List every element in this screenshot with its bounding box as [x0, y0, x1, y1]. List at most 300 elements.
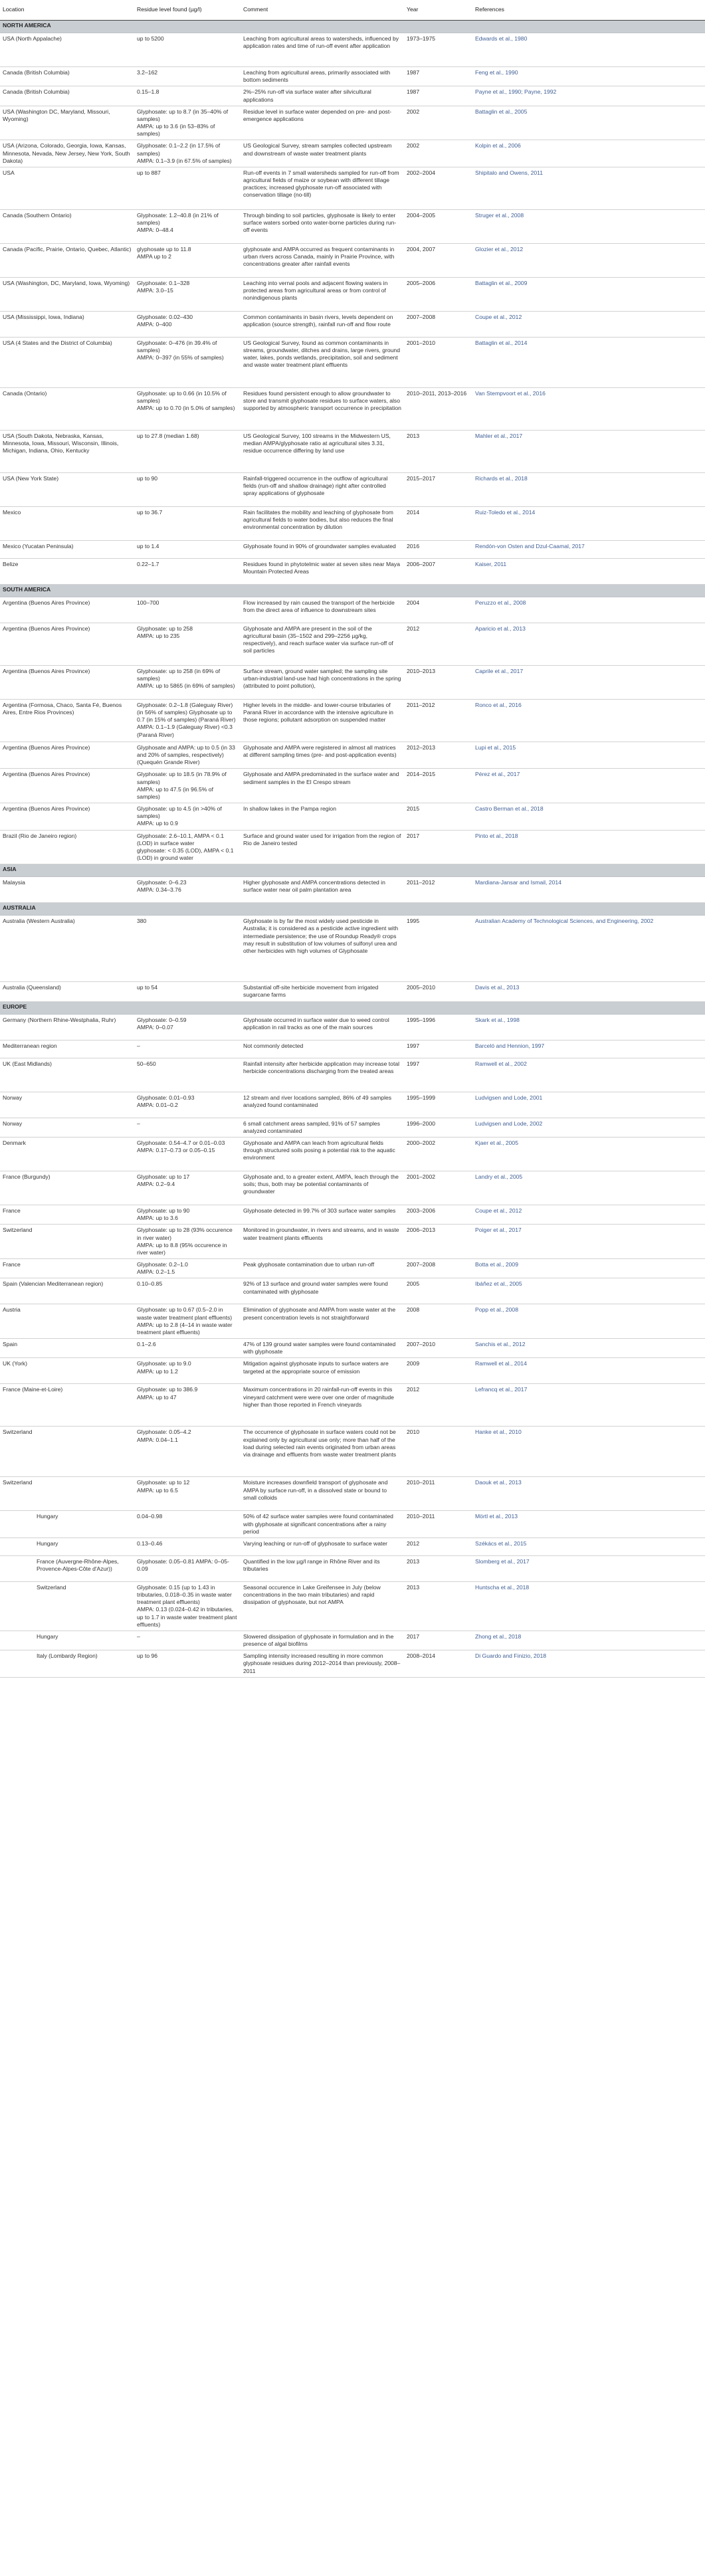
year-cell: 1995–1999 [404, 1092, 472, 1118]
reference-cell[interactable]: Ramwell et al., 2014 [472, 1358, 705, 1384]
comment-cell: Common contaminants in basin rivers, levels dependent on application (source strength), rainfall run-off and flow route [241, 311, 404, 337]
year-cell: 1995–1996 [404, 1014, 472, 1040]
location-cell: France (Burgundy) [0, 1171, 134, 1205]
residue-line: Glyphosate: up to 386.9 [137, 1386, 198, 1393]
location-cell: Malaysia [0, 877, 134, 903]
comment-cell: Leaching from agricultural areas, primarily associated with bottom sediments [241, 67, 404, 86]
comment-cell: Glyphosate and AMPA can leach from agricultural fields through structured soils posing a potential risk to the aquatic environment [241, 1137, 404, 1171]
reference-cell[interactable]: Peruzzo et al., 2008 [472, 597, 705, 623]
table-row [0, 769, 705, 803]
comment-cell: Rainfall intensity after herbicide application may increase total herbicide concentrations discharging from the treated areas [241, 1058, 404, 1092]
table-row [0, 472, 705, 506]
year-cell: 2017 [404, 830, 472, 864]
table-row [0, 1058, 705, 1092]
reference-cell[interactable]: Ludvigsen and Lode, 2001 [472, 1092, 705, 1118]
year-cell: 2006–2013 [404, 1225, 472, 1259]
reference-cell[interactable]: Coupe et al., 2012 [472, 311, 705, 337]
residue-line: Glyphosate: up to 90 [137, 1207, 190, 1214]
year-cell: 1996–2000 [404, 1118, 472, 1137]
residue-cell [134, 623, 241, 665]
location-cell: Hungary [0, 1631, 134, 1650]
location-cell: Belize [0, 558, 134, 584]
residue-cell: 0.1–2.6 [134, 1339, 241, 1358]
reference-cell[interactable]: Poiger et al., 2017 [472, 1225, 705, 1259]
reference-cell[interactable]: Székács et al., 2015 [472, 1537, 705, 1555]
comment-cell: Higher levels in the middle- and lower-course tributaries of Paraná River in accordance with the intensive agriculture in those regions; pollutant adsorption on suspended matter [241, 699, 404, 742]
location-cell: Norway [0, 1092, 134, 1118]
location-cell: USA [0, 167, 134, 209]
residue-cell: up to 887 [134, 167, 241, 209]
reference-cell[interactable]: Battaglin et al., 2005 [472, 106, 705, 140]
location-cell: Canada (Southern Ontario) [0, 209, 134, 243]
table-row [0, 1171, 705, 1205]
residue-line: AMPA: up to 3.6 [137, 1215, 178, 1222]
residue-line: Glyphosate: up to 258 [137, 625, 193, 632]
residue-line: AMPA: up to 6.5 [137, 1486, 178, 1494]
year-cell: 2002 [404, 106, 472, 140]
year-cell: 2005–2010 [404, 982, 472, 1001]
table-row [0, 540, 705, 558]
location-cell: France [0, 1259, 134, 1278]
residue-line: glyphosate up to 11.8 [137, 245, 191, 252]
residue-line: Glyphosate: up to 17 [137, 1173, 190, 1180]
reference-cell[interactable]: Zhong et al., 2018 [472, 1631, 705, 1650]
residue-cell: 3.2–162 [134, 67, 241, 86]
reference-cell[interactable]: Mardiana-Jansar and Ismail, 2014 [472, 877, 705, 903]
location-cell: Switzerland [0, 1581, 134, 1631]
table-row [0, 1259, 705, 1278]
header-location: Location [0, 0, 134, 21]
residue-cell [134, 769, 241, 803]
location-cell: USA (Washington DC, Maryland, Missouri, Wyoming) [0, 106, 134, 140]
year-cell: 2004, 2007 [404, 243, 472, 277]
comment-cell: Monitored in groundwater, in rivers and streams, and in waste water treatment plants effluents [241, 1225, 404, 1259]
residue-cell [134, 1427, 241, 1477]
comment-cell: Glyphosate and, to a greater extent, AMPA, leach through the soils; thus, both may be potential contaminants of groundwater [241, 1171, 404, 1205]
year-cell: 2008 [404, 1304, 472, 1339]
table-row [0, 1014, 705, 1040]
residue-cell: up to 36.7 [134, 506, 241, 540]
reference-cell[interactable]: Coupe et al., 2012 [472, 1205, 705, 1224]
table-row [0, 1040, 705, 1058]
residue-line: AMPA: 3.0–15 [137, 287, 173, 294]
location-cell: Brazil (Rio de Janeiro region) [0, 830, 134, 864]
residue-cell: up to 27.8 (median 1.68) [134, 430, 241, 472]
reference-cell[interactable]: Van Stempvoort et al., 2016 [472, 387, 705, 430]
year-cell: 2013 [404, 1581, 472, 1631]
reference-cell[interactable]: Davis et al., 2013 [472, 982, 705, 1001]
residue-cell [134, 1581, 241, 1631]
residue-cell [134, 1092, 241, 1118]
comment-cell: Residue level in surface water depended on pre- and post-emergence applications [241, 106, 404, 140]
reference-cell[interactable]: Pérez et al., 2017 [472, 769, 705, 803]
location-cell: USA (Mississippi, Iowa, Indiana) [0, 311, 134, 337]
comment-cell: 6 small catchment areas sampled, 91% of 57 samples analyzed contaminated [241, 1118, 404, 1137]
residue-cell: up to 1.4 [134, 540, 241, 558]
reference-cell[interactable]: Caprile et al., 2017 [472, 665, 705, 699]
table-row [0, 1137, 705, 1171]
year-cell: 2010–2011 [404, 1511, 472, 1538]
residue-line: AMPA: up to 0.70 (in 5.0% of samples) [137, 405, 235, 412]
year-cell: 2002 [404, 140, 472, 167]
residue-cell [134, 277, 241, 311]
comment-cell: Glyphosate occurred in surface water due to weed control application in rail tracks as one of the main sources [241, 1014, 404, 1040]
residue-cell [134, 877, 241, 903]
reference-cell[interactable]: Feng et al., 1990 [472, 67, 705, 86]
residue-line: AMPA: up to 235 [137, 633, 180, 640]
year-cell: 2015 [404, 803, 472, 831]
comment-cell: Residues found in phytotelmic water at seven sites near Maya Mountain Protected Areas [241, 558, 404, 584]
reference-cell[interactable]: Kaiser, 2011 [472, 558, 705, 584]
residue-line: Glyphosate: 0.15 (up to 1.43 in tributaries, 0.018–0.35 in waste water treatment plant effluents) [137, 1583, 232, 1606]
location-cell: France (Auvergne-Rhône-Alpes, Provence-Alpes-Côte d'Azur)) [0, 1555, 134, 1581]
table-row [0, 86, 705, 106]
residue-cell: Glyphosate: 0.05–0.81 AMPA: 0–05-0.09 [134, 1555, 241, 1581]
reference-cell[interactable]: Lefrancq et al., 2017 [472, 1384, 705, 1427]
comment-cell: 47% of 139 ground water samples were found contaminated with glyphosate [241, 1339, 404, 1358]
table-row [0, 209, 705, 243]
year-cell: 2008–2014 [404, 1650, 472, 1678]
location-cell: USA (Washington, DC, Maryland, Iowa, Wyoming) [0, 277, 134, 311]
table-row [0, 1477, 705, 1511]
residue-cell [134, 803, 241, 831]
residue-cell [134, 665, 241, 699]
location-cell: Switzerland [0, 1225, 134, 1259]
comment-cell: US Geological Survey, found as common contaminants in streams, groundwater, ditches and drains, large rivers, ground water, lakes, ponds wetlands, precipitation, soil and sediment and waste water treatment plant effluents [241, 337, 404, 387]
year-cell: 2005–2006 [404, 277, 472, 311]
residue-cell [134, 1259, 241, 1278]
location-cell: Spain (Valencian Mediterranean region) [0, 1278, 134, 1304]
year-cell: 1987 [404, 86, 472, 106]
year-cell: 2004–2005 [404, 209, 472, 243]
location-cell: Argentina (Buenos Aires Province) [0, 597, 134, 623]
residue-cell [134, 1137, 241, 1171]
comment-cell: Glyphosate and AMPA were registered in almost all matrices at different sampling times (pre- and post-application events) [241, 742, 404, 769]
table-row [0, 1225, 705, 1259]
residue-line: AMPA: 0.04–1.1 [137, 1436, 178, 1443]
residue-line: AMPA: 0–0.07 [137, 1023, 173, 1031]
year-cell: 2010–2011 [404, 1477, 472, 1511]
reference-cell[interactable]: Richards et al., 2018 [472, 472, 705, 506]
location-cell: Switzerland [0, 1427, 134, 1477]
residue-cell: 0.15–1.8 [134, 86, 241, 106]
table-row [0, 982, 705, 1001]
comment-cell: 2%–25% run-off via surface water after silvicultural applications [241, 86, 404, 106]
residue-line: AMPA: up to 0.9 [137, 820, 178, 827]
section-header-row [0, 584, 705, 597]
residue-cell [134, 1304, 241, 1339]
year-cell: 2012–2013 [404, 742, 472, 769]
residue-line: Glyphosate: up to 18.5 (in 78.9% of samples) [137, 771, 227, 785]
residue-line: Glyphosate: up to 4.5 (in >40% of samples) [137, 805, 222, 820]
location-cell: Mediterranean region [0, 1040, 134, 1058]
year-cell: 2011–2012 [404, 699, 472, 742]
year-cell: 2006–2007 [404, 558, 472, 584]
residue-line: AMPA: 0.13 (0.024–0.42 in tributaries, up to 1.7 in waste water treatment plant effluents) [137, 1606, 237, 1628]
residue-cell [134, 140, 241, 167]
table-row [0, 1092, 705, 1118]
table-row [0, 597, 705, 623]
location-cell: Argentina (Buenos Aires Province) [0, 665, 134, 699]
reference-cell[interactable]: Hanke et al., 2010 [472, 1427, 705, 1477]
residue-line: Glyphosate: 0.2–1.0 [137, 1261, 188, 1268]
year-cell: 2014–2015 [404, 769, 472, 803]
location-cell: Canada (British Columbia) [0, 86, 134, 106]
residue-cell: 0.04–0.98 [134, 1511, 241, 1538]
table-row [0, 106, 705, 140]
year-cell: 2001–2010 [404, 337, 472, 387]
reference-cell[interactable]: Struger et al., 2008 [472, 209, 705, 243]
location-cell: Mexico [0, 506, 134, 540]
comment-cell: 12 stream and river locations sampled, 86% of 49 samples analyzed found contaminated [241, 1092, 404, 1118]
residue-line: AMPA: up to 3.6 (in 53–83% of samples) [137, 123, 215, 138]
reference-cell[interactable]: Mörtl et al., 2013 [472, 1511, 705, 1538]
reference-cell[interactable]: Daouk et al., 2013 [472, 1477, 705, 1511]
location-cell: Argentina (Buenos Aires Province) [0, 742, 134, 769]
reference-cell[interactable]: Kjaer et al., 2005 [472, 1137, 705, 1171]
comment-cell: Residues found persistent enough to allow groundwater to store and transmit glyphosate residues to surface waters, also supported by atmospheric transport occurrence in precipitation [241, 387, 404, 430]
year-cell: 2004 [404, 597, 472, 623]
section-header-row [0, 903, 705, 916]
reference-cell[interactable]: Edwards et al., 1980 [472, 33, 705, 67]
residue-line: AMPA: 0–48.4 [137, 227, 173, 234]
comment-cell: 50% of 42 surface water samples were found contaminated with glyphosate at significant concentrations after a rainy period [241, 1511, 404, 1538]
residue-line: Glyphosate: up to 258 (in 69% of samples) [137, 667, 221, 682]
residue-line: Glyphosate: 0.1–2.2 (in 17.5% of samples) [137, 142, 221, 157]
reference-cell[interactable]: Popp et al., 2008 [472, 1304, 705, 1339]
residue-cell [134, 1384, 241, 1427]
reference-cell[interactable]: Ibáñez et al., 2005 [472, 1278, 705, 1304]
residue-line: Glyphosate: up to 0.67 (0.5–2.0 in waste water treatment plant effluents) [137, 1306, 233, 1321]
residue-line: AMPA: up to 1.2 [137, 1367, 178, 1375]
residue-line: Glyphosate: 2.6–10.1, AMPA < 0.1 (LOD) in surface water [137, 832, 224, 846]
comment-cell: 92% of 13 surface and ground water samples were found contaminated with glyphosate [241, 1278, 404, 1304]
header-residue: Residue level found (µg/l) [134, 0, 241, 21]
residue-cell [134, 311, 241, 337]
location-cell: Switzerland [0, 1477, 134, 1511]
residue-cell: – [134, 1631, 241, 1650]
residue-line: AMPA: up to 47.5 (in 96.5% of samples) [137, 785, 213, 800]
reference-cell[interactable]: Aparicio et al., 2013 [472, 623, 705, 665]
residue-cell [134, 209, 241, 243]
location-cell: Norway [0, 1118, 134, 1137]
residue-line: AMPA: up to 47 [137, 1393, 177, 1401]
location-cell: Germany (Northern Rhine-Westphalia, Ruhr) [0, 1014, 134, 1040]
table-row [0, 140, 705, 167]
reference-cell[interactable]: Castro Berman et al., 2018 [472, 803, 705, 831]
residue-line: AMPA: 0.17–0.73 or 0.05–0.15 [137, 1147, 215, 1154]
comment-cell: Not commonly detected [241, 1040, 404, 1058]
table-row [0, 33, 705, 67]
reference-cell[interactable]: Di Guardo and Finizio, 2018 [472, 1650, 705, 1678]
reference-cell[interactable]: Glozier et al., 2012 [472, 243, 705, 277]
year-cell: 2003–2006 [404, 1205, 472, 1224]
residue-cell [134, 1014, 241, 1040]
year-cell: 2011–2012 [404, 877, 472, 903]
reference-cell[interactable]: Battaglin et al., 2014 [472, 337, 705, 387]
residue-cell: 0.22–1.7 [134, 558, 241, 584]
residue-line: AMPA: 0.1–1.9 (Galeguay River) <0.3 (Paraná River) [137, 724, 233, 738]
comment-cell: Run-off events in 7 small watersheds sampled for run-off from agricultural fields of maize or soybean with different tillage practices; increased glyphosate run-off associated with conservation tillage (no-till) [241, 167, 404, 209]
residue-cell: up to 5200 [134, 33, 241, 67]
residue-line: AMPA: up to 8.8 (95% occurence in river water) [137, 1241, 227, 1256]
comment-cell: Mitigation against glyphosate inputs to surface waters are targeted at the appropriate source of emission [241, 1358, 404, 1384]
reference-cell[interactable]: Ronco et al., 2016 [472, 699, 705, 742]
table-row [0, 1511, 705, 1538]
location-cell: UK (East Midlands) [0, 1058, 134, 1092]
residue-line: glyphosate: < 0.35 (LOD), AMPA < 0.1 (LOD) in ground water [137, 846, 234, 862]
location-cell: USA (4 States and the District of Columbia) [0, 337, 134, 387]
location-cell: Austria [0, 1304, 134, 1339]
table-row [0, 387, 705, 430]
comment-cell: Glyphosate and AMPA are present in the soil of the agricultural basin (35–1502 and 299–2256 µg/kg, respectively), and reach surface water via surface run-off of soil particles [241, 623, 404, 665]
table-row [0, 1631, 705, 1650]
residue-line: AMPA: 0–400 [137, 321, 172, 328]
reference-cell[interactable]: Botta et al., 2009 [472, 1259, 705, 1278]
year-cell: 2010–2013 [404, 665, 472, 699]
residue-line: AMPA: up to 2.8 (4–14 in waste water treatment plant effluents) [137, 1321, 233, 1336]
year-cell: 2017 [404, 1631, 472, 1650]
table-row [0, 337, 705, 387]
table-row [0, 877, 705, 903]
year-cell: 2007–2010 [404, 1339, 472, 1358]
location-cell: Hungary [0, 1537, 134, 1555]
comment-cell: Flow increased by rain caused the transport of the herbicide from the direct area of influence to downstream sites [241, 597, 404, 623]
table-row [0, 1650, 705, 1678]
residue-line: Glyphosate: 0–6.23 [137, 879, 187, 886]
residue-cell: – [134, 1040, 241, 1058]
comment-cell: Slowered dissipation of glyphosate in formulation and in the presence of algal biofilms [241, 1631, 404, 1650]
residue-cell: up to 54 [134, 982, 241, 1001]
reference-cell[interactable]: Ramwell et al., 2002 [472, 1058, 705, 1092]
table-row [0, 1384, 705, 1427]
residue-line: AMPA: 0.1–3.9 (in 67.5% of samples) [137, 157, 232, 164]
table-row [0, 803, 705, 831]
residue-line: Glyphosate: up to 12 [137, 1479, 190, 1486]
table-row [0, 665, 705, 699]
residue-line: Glyphosate: 0.54–4.7 or 0.01–0.03 [137, 1139, 225, 1146]
location-cell: Canada (Pacific, Prairie, Ontario, Quebec, Atlantic) [0, 243, 134, 277]
reference-cell[interactable]: Huntscha et al., 2018 [472, 1581, 705, 1631]
comment-cell: US Geological Survey, 100 streams in the Midwestern US, median AMPA/glyphosate ratio at agricultural sites 3.31, residue occurrence differing by land use [241, 430, 404, 472]
year-cell: 2012 [404, 1384, 472, 1427]
table-row [0, 1205, 705, 1224]
table-row [0, 699, 705, 742]
residue-cell [134, 1171, 241, 1205]
reference-cell[interactable]: Pinto et al., 2018 [472, 830, 705, 864]
comment-cell: Rain facilitates the mobility and leaching of glyphosate from agricultural fields to water bodies, but also reduces the final environmental concentration by dilution [241, 506, 404, 540]
table-row [0, 1358, 705, 1384]
table-row [0, 1304, 705, 1339]
location-cell: Argentina (Buenos Aires Province) [0, 769, 134, 803]
section-header-row [0, 21, 705, 33]
residue-line: Glyphosate: 1.2–40.8 (in 21% of samples) [137, 211, 219, 227]
location-cell: France [0, 1205, 134, 1224]
residue-cell: 100–700 [134, 597, 241, 623]
comment-cell: Leaching from agricultural areas to watersheds, influenced by application rates and time of run-off event after application [241, 33, 404, 67]
location-cell: USA (South Dakota, Nebraska, Kansas, Minnesota, Iowa, Missouri, Wisconsin, Illinois, Michigan, Indiana, Ohio, Kentucky [0, 430, 134, 472]
reference-cell[interactable]: Mahler et al., 2017 [472, 430, 705, 472]
year-cell: 2009 [404, 1358, 472, 1384]
reference-cell[interactable]: Australian Academy of Technological Sciences, and Engineering, 2002 [472, 916, 705, 982]
comment-cell: Elimination of glyphosate and AMPA from waste water at the present concentration levels is not straightforward [241, 1304, 404, 1339]
reference-cell[interactable]: Slomberg et al., 2017 [472, 1555, 705, 1581]
comment-cell: Seasonal occurence in Lake Greifensee in July (below concentrations in the two main tributaries) and rapid dissipation of glyphosate, but not AMPA [241, 1581, 404, 1631]
reference-cell[interactable]: Lupi et al., 2015 [472, 742, 705, 769]
reference-cell[interactable]: Landry et al., 2005 [472, 1171, 705, 1205]
reference-cell[interactable]: Kolpin et al., 2006 [472, 140, 705, 167]
year-cell: 2005 [404, 1278, 472, 1304]
location-cell: Spain [0, 1339, 134, 1358]
residue-cell [134, 1205, 241, 1224]
year-cell: 2007–2008 [404, 311, 472, 337]
comment-cell: Substantial off-site herbicide movement from irrigated sugarcane farms [241, 982, 404, 1001]
residue-cell [134, 106, 241, 140]
table-row [0, 1555, 705, 1581]
reference-cell[interactable]: Ludvigsen and Lode, 2002 [472, 1118, 705, 1137]
residue-cell: 380 [134, 916, 241, 982]
reference-cell[interactable]: Ruiz-Toledo et al., 2014 [472, 506, 705, 540]
year-cell: 1987 [404, 67, 472, 86]
comment-cell: In shallow lakes in the Pampa region [241, 803, 404, 831]
year-cell: 2013 [404, 1555, 472, 1581]
section-title: SOUTH AMERICA [0, 584, 705, 597]
residue-cell: 0.10–0.85 [134, 1278, 241, 1304]
location-cell: UK (York) [0, 1358, 134, 1384]
location-cell: USA (Arizona, Colorado, Georgia, Iowa, Kansas, Minnesota, Nevada, New Jersey, New York, South Dakota) [0, 140, 134, 167]
reference-cell[interactable]: Payne et al., 1990; Payne, 1992 [472, 86, 705, 106]
residue-cell [134, 337, 241, 387]
year-cell: 2014 [404, 506, 472, 540]
reference-cell[interactable]: Sanchis et al., 2012 [472, 1339, 705, 1358]
year-cell: 2012 [404, 623, 472, 665]
location-cell: USA (North Appalache) [0, 33, 134, 67]
location-cell: Canada (British Columbia) [0, 67, 134, 86]
table-row [0, 916, 705, 982]
residue-line: AMPA up to 2 [137, 253, 171, 260]
residue-cell [134, 1477, 241, 1511]
header-year: Year [404, 0, 472, 21]
header-comment: Comment [241, 0, 404, 21]
residue-cell: 50–650 [134, 1058, 241, 1092]
residue-cell [134, 1358, 241, 1384]
residue-cell: up to 90 [134, 472, 241, 506]
residue-line: Glyphosate: 0.01–0.93 [137, 1094, 195, 1101]
reference-cell[interactable]: Battaglin et al., 2009 [472, 277, 705, 311]
year-cell: 2013 [404, 430, 472, 472]
year-cell: 2010–2011, 2013–2016 [404, 387, 472, 430]
location-cell: Australia (Western Australia) [0, 916, 134, 982]
table-row [0, 1278, 705, 1304]
section-title: EUROPE [0, 1001, 705, 1014]
table-row [0, 1427, 705, 1477]
comment-cell: Rainfall-triggered occurrence in the outflow of agricultural fields (run-off and shallow drainage) right after controlled spray applications of glyphosate [241, 472, 404, 506]
comment-cell: Glyphosate and AMPA predominated in the surface water and sediment samples in the El Crespo stream [241, 769, 404, 803]
residue-cell [134, 387, 241, 430]
location-cell: Argentina (Formosa, Chaco, Santa Fé, Buenos Aires, Entre Rios Provinces) [0, 699, 134, 742]
comment-cell: Glyphosate is by far the most widely used pesticide in Australia; it is considered as a pesticide active ingredient with intermediate persistence; the use of Roundup Ready® crops may result in substitution of low volumes of sulfonyl urea and other herbicides with high volumes of Glyphosate [241, 916, 404, 982]
reference-cell[interactable]: Shipitalo and Owens, 2011 [472, 167, 705, 209]
reference-cell[interactable]: Skark et al., 1998 [472, 1014, 705, 1040]
table-row [0, 1537, 705, 1555]
location-cell: Canada (Ontario) [0, 387, 134, 430]
reference-cell[interactable]: Rendón-von Osten and Dzul-Caamal, 2017 [472, 540, 705, 558]
comment-cell: Varying leaching or run-off of glyphosate to surface water [241, 1537, 404, 1555]
reference-cell[interactable]: Barceló and Hennion, 1997 [472, 1040, 705, 1058]
residue-line: AMPA: 0–397 (in 55% of samples) [137, 354, 224, 361]
year-cell: 2002–2004 [404, 167, 472, 209]
section-header-row [0, 864, 705, 877]
